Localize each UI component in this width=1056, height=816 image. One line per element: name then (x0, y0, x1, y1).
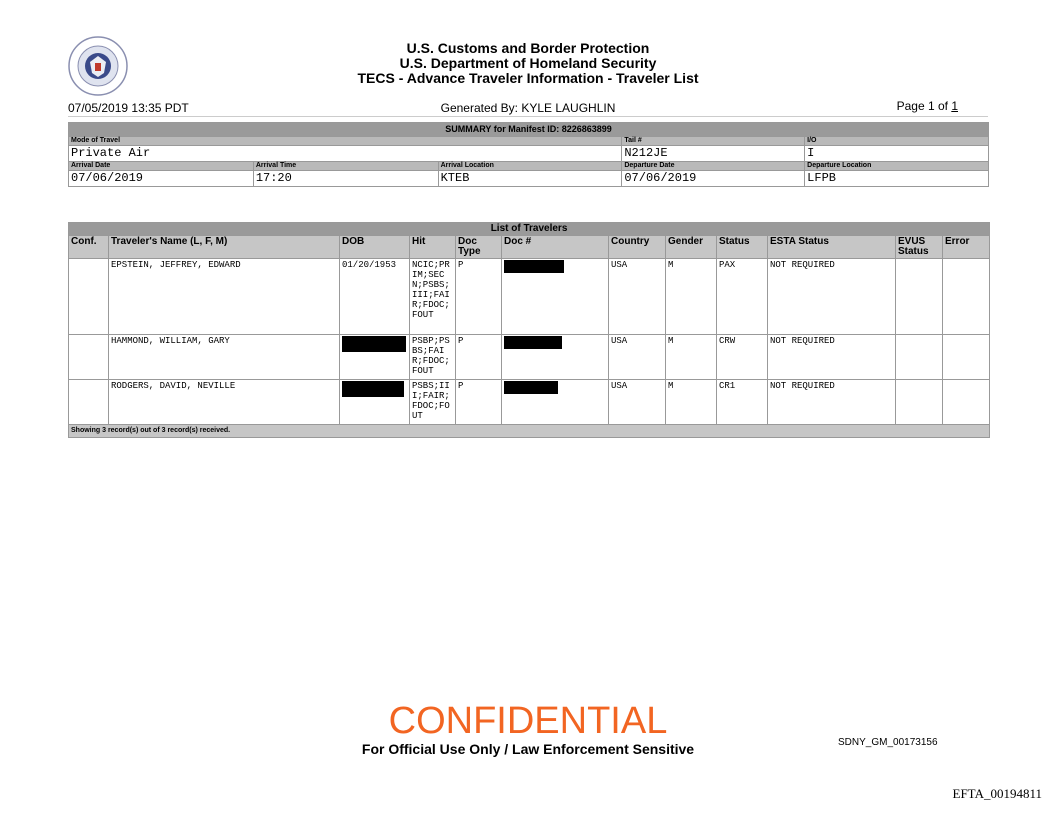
label-arrival-location: Arrival Location (438, 162, 622, 171)
redaction-box (342, 381, 404, 397)
cell-esta-status: NOT REQUIRED (768, 259, 896, 335)
table-row (69, 380, 990, 425)
bates-number-sdny: SDNY_GM_00173156 (838, 737, 938, 748)
table-row (69, 259, 990, 335)
page-label: Page 1 of (896, 99, 952, 113)
bates-number-efta: EFTA_00194811 (952, 786, 1042, 801)
col-header-hit: Hit (410, 236, 456, 259)
col-header-gender: Gender (666, 236, 717, 259)
value-arrival-date: 07/06/2019 (69, 171, 254, 187)
label-mode-of-travel: Mode of Travel (69, 137, 622, 146)
value-departure-date: 07/06/2019 (622, 171, 805, 187)
col-header-conf: Conf. (69, 236, 109, 259)
col-header-name: Traveler's Name (L, F, M) (109, 236, 340, 259)
cell-evus-status (896, 335, 943, 380)
cell-esta-status: NOT REQUIRED (768, 380, 896, 425)
redaction-box (504, 260, 564, 273)
cell-doc-type: P (456, 335, 502, 380)
value-arrival-time: 17:20 (253, 171, 438, 187)
col-header-status: Status (717, 236, 768, 259)
cell-hit (410, 335, 456, 380)
title-cbp: U.S. Customs and Border Protection (406, 40, 650, 56)
cell-doc-type: P (456, 259, 502, 335)
cell-name: EPSTEIN, JEFFREY, EDWARD (109, 259, 340, 335)
cell-country: USA (609, 259, 666, 335)
cell-doc-type: P (456, 380, 502, 425)
value-io: I (805, 146, 989, 162)
label-arrival-time: Arrival Time (253, 162, 438, 171)
cell-gender: M (666, 335, 717, 380)
document-titles (0, 41, 1056, 86)
label-tail: Tail # (622, 137, 805, 146)
cell-status: CR1 (717, 380, 768, 425)
cell-error (943, 335, 990, 380)
hit-text: NCIC;PRIM;SECN;PSBS;III;FAIR;FDOC;FOUT (412, 260, 450, 320)
page-indicator (897, 99, 958, 113)
cell-gender: M (666, 380, 717, 425)
cell-dob (340, 335, 410, 380)
cell-gender: M (666, 259, 717, 335)
cell-dob (340, 380, 410, 425)
traveler-list-table (68, 222, 990, 438)
cell-country: USA (609, 335, 666, 380)
col-header-error: Error (943, 236, 990, 259)
label-io: I/O (805, 137, 989, 146)
cell-conf (69, 380, 109, 425)
col-header-doc-type: Doc Type (456, 236, 502, 259)
cell-hit (410, 380, 456, 425)
value-departure-location: LFPB (805, 171, 989, 187)
title-tecs: TECS - Advance Traveler Information - Traveler List (357, 70, 699, 86)
col-header-country: Country (609, 236, 666, 259)
label-departure-location: Departure Location (805, 162, 989, 171)
cell-name: HAMMOND, WILLIAM, GARY (109, 335, 340, 380)
value-arrival-location: KTEB (438, 171, 622, 187)
page-total: 1 (951, 99, 958, 113)
redaction-box (342, 336, 406, 352)
value-mode-of-travel: Private Air (69, 146, 622, 162)
value-tail: N212JE (622, 146, 805, 162)
redaction-box (504, 336, 562, 349)
cell-status: CRW (717, 335, 768, 380)
cell-country: USA (609, 380, 666, 425)
report-datetime: 07/05/2019 13:35 PDT (68, 101, 189, 115)
cell-error (943, 380, 990, 425)
cell-status: PAX (717, 259, 768, 335)
cell-esta-status: NOT REQUIRED (768, 335, 896, 380)
cell-conf (69, 335, 109, 380)
col-header-dob: DOB (340, 236, 410, 259)
cell-doc-number (502, 259, 609, 335)
cell-error (943, 259, 990, 335)
redaction-box (504, 381, 558, 394)
col-header-esta-status: ESTA Status (768, 236, 896, 259)
label-arrival-date: Arrival Date (69, 162, 254, 171)
col-header-doc-number: Doc # (502, 236, 609, 259)
confidential-banner: CONFIDENTIAL (388, 700, 668, 742)
manifest-summary-table (68, 122, 989, 187)
table-row (69, 335, 990, 380)
title-dhs: U.S. Department of Homeland Security (399, 55, 657, 71)
fouo-notice: For Official Use Only / Law Enforcement Sensitive (361, 741, 695, 757)
cell-doc-number (502, 335, 609, 380)
cell-hit (410, 259, 456, 335)
cell-conf (69, 259, 109, 335)
cell-dob: 01/20/1953 (340, 259, 410, 335)
report-header-line (68, 101, 988, 117)
hit-text: PSBP;PSBS;FAIR;FDOC;FOUT (412, 336, 450, 376)
cell-name: RODGERS, DAVID, NEVILLE (109, 380, 340, 425)
label-departure-date: Departure Date (622, 162, 805, 171)
generated-by: Generated By: KYLE LAUGHLIN (440, 101, 616, 115)
hit-text: PSBS;III;FAIR;FDOC;FOUT (412, 381, 450, 421)
records-footer: Showing 3 record(s) out of 3 record(s) received. (69, 425, 990, 438)
travelers-title: List of Travelers (69, 223, 990, 236)
col-header-evus-status: EVUS Status (896, 236, 943, 259)
cell-evus-status (896, 259, 943, 335)
cell-doc-number (502, 380, 609, 425)
cell-evus-status (896, 380, 943, 425)
summary-title: SUMMARY for Manifest ID: 8226863899 (69, 123, 989, 137)
header-divider (68, 116, 988, 117)
